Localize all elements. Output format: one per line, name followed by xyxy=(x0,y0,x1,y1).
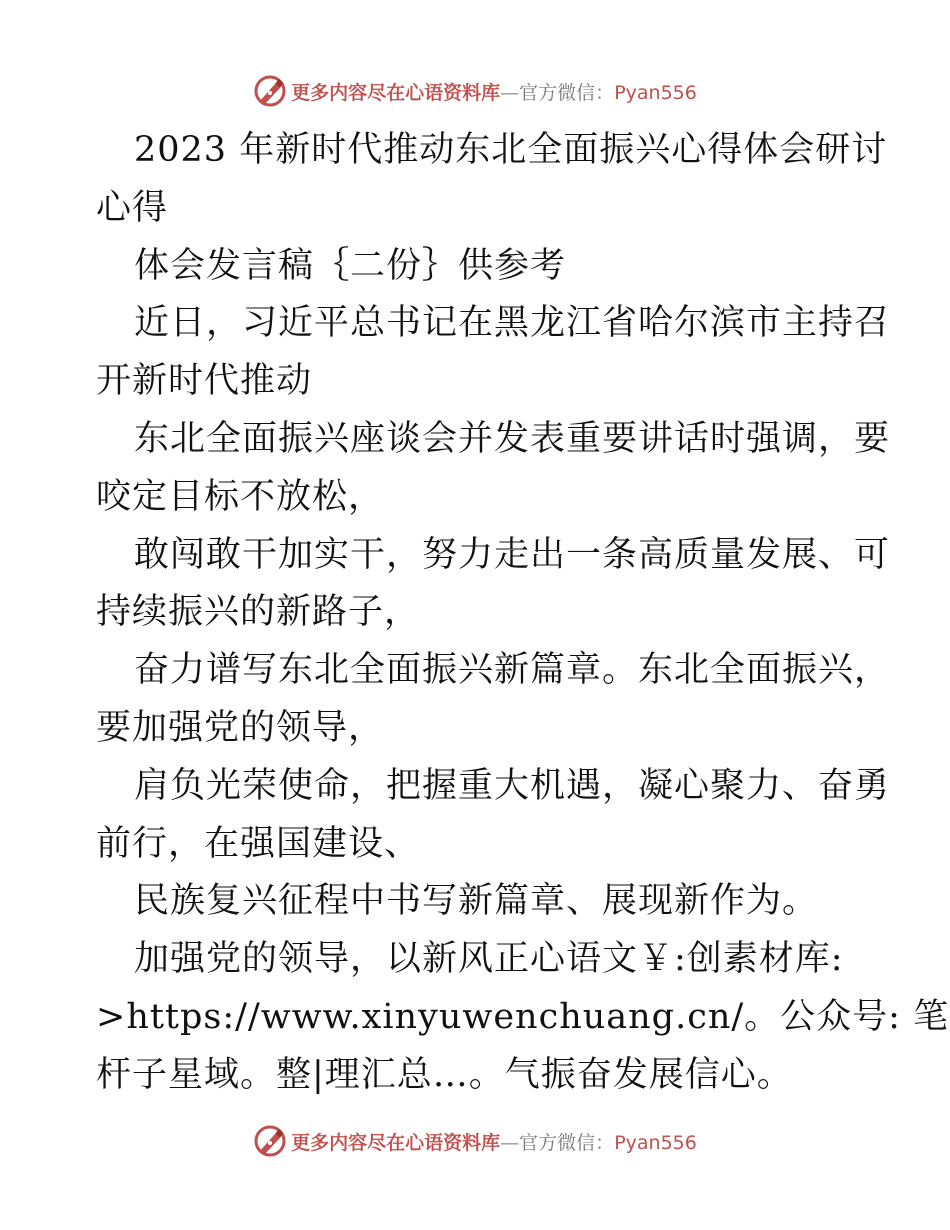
banner-main-text: 更多内容尽在心语资料库 xyxy=(291,1131,501,1154)
paragraph-line: 民族复兴征程中书写新篇章、展现新作为。 xyxy=(134,881,819,922)
paragraph-line: 开新时代推动 xyxy=(96,361,313,402)
banner-wechat-id: Pyan556 xyxy=(614,81,697,104)
title-line-1: 2023 年新时代推动东北全面振兴心得体会研讨 xyxy=(134,130,888,170)
banner-text xyxy=(291,78,697,105)
banner-dash: — xyxy=(500,1131,520,1154)
document-body xyxy=(96,122,950,1105)
banner-main-text: 更多内容尽在心语资料库 xyxy=(291,81,501,104)
banner-sub-text: 官方微信： xyxy=(519,1131,615,1154)
paragraph-line: 杆子星域。整|理汇总…。气振奋发展信心。 xyxy=(96,1054,793,1095)
paragraph-line: 奋力谱写东北全面振兴新篇章。东北全面振兴， xyxy=(134,650,891,691)
pen-nib-logo-icon xyxy=(253,1124,287,1158)
paragraph-line: 东北全面振兴座谈会并发表重要讲话时强调，要 xyxy=(134,418,891,459)
pen-nib-logo-icon xyxy=(253,74,287,108)
paragraph-line: 持续振兴的新路子， xyxy=(96,592,421,633)
footer-banner xyxy=(0,1121,950,1161)
paragraph-line: 近日，习近平总书记在黑龙江省哈尔滨市主持召 xyxy=(134,303,891,344)
paragraph-line: 加强党的领导，以新风正心语文￥:创素材库: xyxy=(134,939,844,980)
paragraph-line: 前行，在强国建设、 xyxy=(96,823,421,864)
paragraph-line: 咬定目标不放松， xyxy=(96,476,385,517)
paragraph-line: 敢闯敢干加实干，努力走出一条高质量发展、可 xyxy=(134,534,891,575)
subtitle-line: 体会发言稿｛二份｝供参考 xyxy=(134,245,567,286)
title-line-2: 心得 xyxy=(96,187,169,228)
header-banner-inner xyxy=(253,74,697,108)
footer-banner-inner xyxy=(253,1124,697,1158)
paragraph-line: 肩负光荣使命，把握重大机遇，凝心聚力、奋勇 xyxy=(134,765,891,806)
paragraph-line: 要加强党的领导， xyxy=(96,707,385,748)
banner-sub-text: 官方微信： xyxy=(519,81,615,104)
banner-dash: — xyxy=(500,81,520,104)
banner-text xyxy=(291,1128,697,1155)
banner-wechat-id: Pyan556 xyxy=(614,1131,697,1154)
header-banner xyxy=(0,71,950,111)
url-line: >https://www.xinyuwenchuang.cn/。公众号: 笔 xyxy=(96,996,950,1037)
